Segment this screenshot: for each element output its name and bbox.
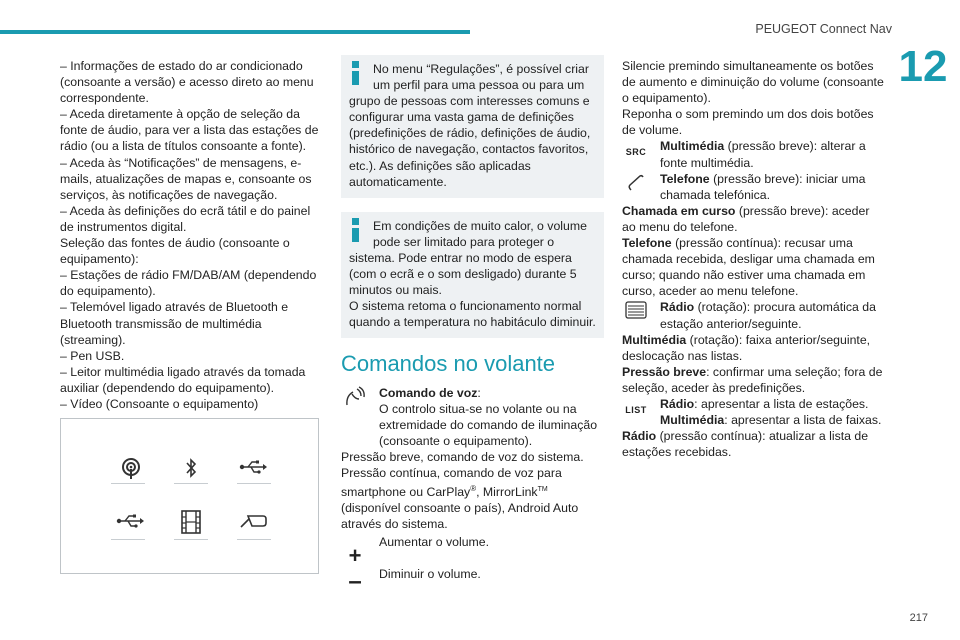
volume-down-text: Diminuir o volume. (379, 567, 481, 582)
src-item: SRC Multimédia (pressão breve): alterar a fonte multimédia. (622, 138, 884, 170)
text-line: Reponha o som premindo um dos dois botões de volume. (622, 107, 874, 138)
text-line: Seleção das fontes de áudio (consoante o equipamento): (60, 236, 290, 267)
info-note (341, 55, 604, 198)
divider (174, 539, 208, 540)
phone-item: Telefone (pressão breve): iniciar uma chamada telefónica. (622, 171, 884, 203)
plus-icon: + (348, 543, 362, 569)
bluetooth-icon (173, 457, 209, 485)
text-line: – Aceda às “Notificações” de mensagens, e-mails, atualizações de mapas e, consoante os serviços, às notificações de navegação. (60, 155, 312, 202)
page-number: 217 (909, 612, 928, 624)
voice-command-icon (341, 385, 369, 413)
header-title: PEUGEOT Connect Nav (755, 22, 892, 36)
note-text: O sistema retoma o funcionamento normal quando a temperatura no habitáculo diminuir. (349, 299, 596, 330)
minus-icon: – (348, 568, 362, 596)
voice-text: O controlo situa-se no volante ou na extremidade do comando de iluminação (consoante o equipamento). (379, 401, 598, 448)
text-line: – Pen USB. (60, 348, 125, 363)
text-line: – Vídeo (Consoante o equipamento) (60, 396, 259, 411)
text-line: – Leitor multimédia ligado através da tomada auxiliar (dependendo do equipamento). (60, 364, 306, 395)
volume-up-text: Aumentar o volume. (379, 535, 490, 550)
column-left (60, 58, 320, 412)
volume-up-item (341, 534, 604, 569)
list-item: LIST Rádio: apresentar a lista de estações. Multimédia: apresentar a lista de faixas. (622, 396, 884, 428)
divider (174, 483, 208, 484)
text-line: – Estações de rádio FM/DAB/AM (dependendo do equipamento). (60, 268, 317, 299)
note-text: No menu “Regulações”, é possível criar um perfil para uma pessoa ou para um grupo de pessoas com interesses comuns e configurar uma vasta gama de definições (predefinições de rádio, definições de áudio, histórico de navegação, contactos favoritos, etc.). As definições são aplicadas automaticamente. (349, 62, 591, 189)
audio-source-icon-panel (60, 418, 319, 574)
column-right (622, 58, 884, 460)
divider (111, 483, 145, 484)
volume-down-item (341, 566, 604, 594)
text-line: Telefone (pressão contínua): recusar uma chamada recebida, desligar uma chamada em curso; quando não estiver uma chamada em curso, aceder ao menu telefone. (622, 236, 875, 299)
voice-text: Pressão contínua, comando de voz para smartphone ou CarPlay®, MirrorLink™ (disponível consoante o país), Android Auto através do sistema. (341, 465, 579, 532)
divider (237, 539, 271, 540)
info-icon (349, 61, 363, 85)
text-line: Silencie premindo simultaneamente os botões de aumento e diminuição do volume (consoante o equipamento). (622, 59, 884, 106)
info-icon (349, 218, 363, 242)
phone-icon (622, 173, 650, 197)
text-line: – Telemóvel ligado através de Bluetooth e Bluetooth transmissão de multimédia (streaming). (60, 300, 289, 347)
voice-colon: : (477, 385, 481, 400)
note-text: Em condições de muito calor, o volume pode ser limitado para proteger o sistema. Pode entrar no modo de espera (com o ecrã e o som desligado) durante 5 minutos ou mais. (349, 218, 587, 298)
info-note (341, 212, 604, 339)
radio-wheel-item: Rádio (rotação): procura automática da estação anterior/seguinte. (622, 299, 884, 331)
usb-icon (113, 513, 149, 541)
src-icon: SRC (625, 147, 647, 158)
text-line: Multimédia (rotação): faixa anterior/seguinte, deslocação nas listas. (622, 332, 871, 363)
text-line: Pressão breve: confirmar uma seleção; fora de seleção, aceder às predefinições. (622, 364, 883, 395)
list-icon: LIST (625, 404, 647, 415)
text-line: Rádio (pressão contínua): atualizar a lista de estações recebidas. (622, 429, 869, 460)
text-line: – Aceda às definições do ecrã tátil e do painel de instrumentos digital. (60, 203, 311, 234)
voice-command-item (341, 385, 604, 401)
column-middle (341, 55, 604, 594)
aux-cable-icon (236, 513, 272, 541)
voice-label: Comando de voz (379, 385, 478, 400)
radio-antenna-icon (113, 457, 149, 485)
text-line: Chamada em curso (pressão breve): aceder ao menu do telefone. (622, 203, 870, 234)
text-line: – Aceda diretamente à opção de seleção da fonte de áudio, para ver a lista das estações de rádio (ou a lista de títulos consoante a fonte). (60, 107, 319, 154)
divider (111, 539, 145, 540)
text-line: – Informações de estado do ar condicionado (consoante a versão) e acesso direto ao menu correspondente. (60, 59, 314, 106)
voice-text: Pressão breve, comando de voz do sistema. (341, 449, 584, 464)
header-accent-bar (0, 30, 470, 34)
divider (237, 483, 271, 484)
chapter-number: 12 (898, 42, 948, 91)
thumbwheel-icon (622, 301, 650, 323)
section-title: Comandos no volante (341, 351, 556, 377)
video-icon (173, 509, 209, 537)
